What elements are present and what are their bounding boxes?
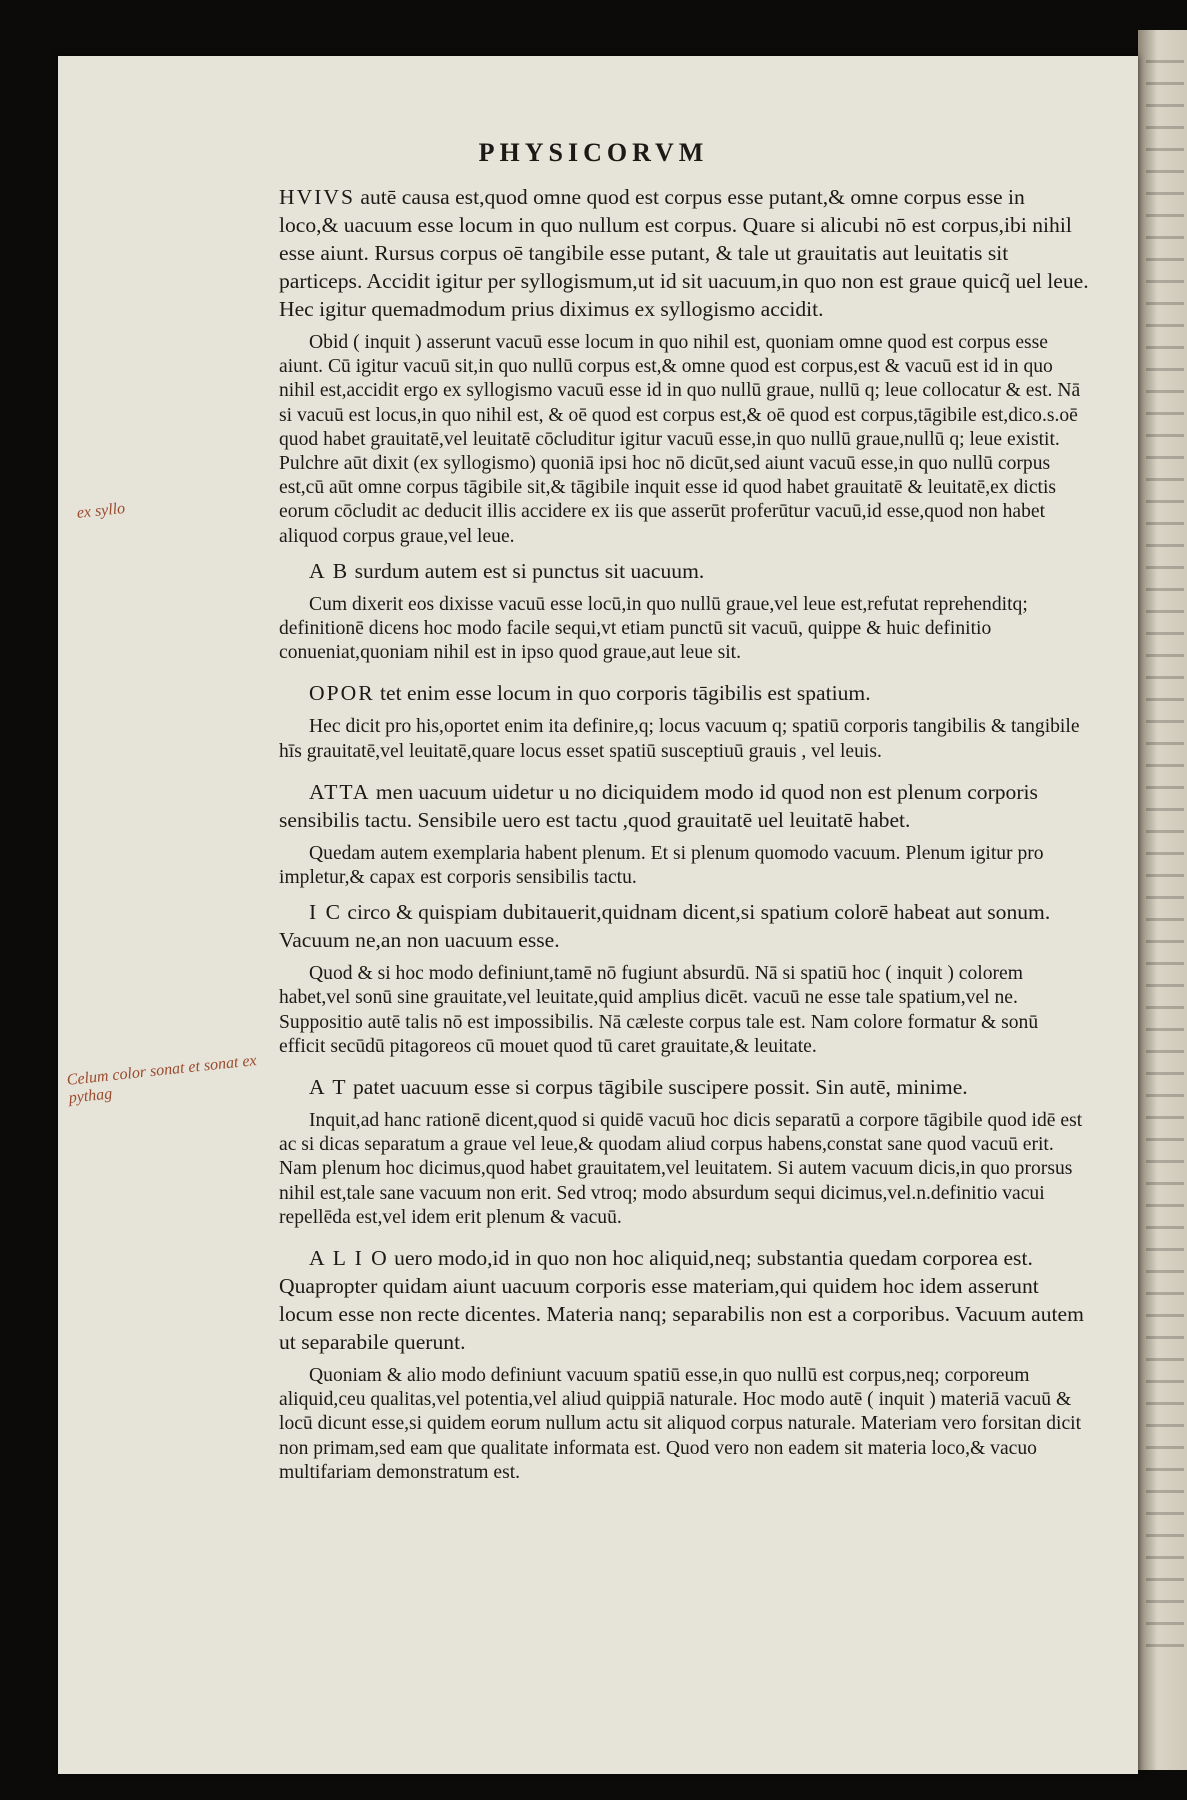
paragraph-initial: ATTA xyxy=(309,779,371,804)
paragraph-initial: I C xyxy=(309,900,342,925)
lemma-paragraph xyxy=(279,778,1089,834)
lemma-paragraph xyxy=(279,679,1089,707)
paragraph-initial: A B xyxy=(309,558,350,583)
paragraph-text: Quedam autem exemplaria habent plenum. Et si plenum quomodo vacuum. Plenum igitur pro impletur,& capax est corporis sensibilis tactu. xyxy=(279,842,1044,889)
paragraph-text: Cum dixerit eos dixisse vacuū esse locū,in quo nullū graue,vel leue est,refutat reprehenditq; definitionē dicens hoc modo facile sequi,vt etiam punctū sit vacuū, quippe & huic definitio conueniat,quoniam nihil est in ipso quod graue,aut leue sit. xyxy=(279,593,1028,664)
paragraph-text: surdum autem est si punctus sit uacuum. xyxy=(349,558,705,583)
paragraph-text: tet enim esse locum in quo corporis tāgibilis est spatium. xyxy=(374,681,871,706)
paragraph-text: men uacuum uidetur u no diciquidem modo id quod non est plenum corporis sensibilis tactu. Sensibile uero est tactu ,quod grauitatē uel leuitatē habet. xyxy=(279,779,1038,832)
running-head: PHYSICORVM xyxy=(478,138,709,167)
paragraph-text: patet uacuum esse si corpus tāgibile suscipere possit. Sin autē, minime. xyxy=(347,1075,968,1100)
lemma-paragraph xyxy=(279,183,1089,323)
paragraph-text: Quoniam & alio modo definiunt vacuum spatiū esse,in quo nullū est corpus,neq; corporeum aliquid,ceu qualitas,vel potentia,vel aliud quippiā naturale. Hoc modo autē ( inquit ) materiā vacuū & locū dicunt esse,si quidem eorum nullum actu sit aliquod corpus naturale. Materiam vero forsitan dicit non primam,sed eam que qualitate informata est. Quod vero non eadem sit materia loco,& vacuo multifariam demonstratum est. xyxy=(279,1365,1082,1483)
lemma-paragraph xyxy=(279,898,1089,954)
commentary-paragraph xyxy=(279,842,1089,890)
paragraph-text: Hec dicit pro his,oportet enim ita definire,q; locus vacuum q; spatiū corporis tangibilis & tangibile hīs grauitatē,vel leuitatē,quare locus esset spatiū susceptiuū grauis , vel leuis. xyxy=(279,716,1080,762)
marginal-note: Celum color sonat et sonat ex pythag xyxy=(66,1052,258,1107)
paragraph-text: Inquit,ad hanc rationē dicent,quod si quidē vacuū hoc dicis separatū a corpore tāgibile quod idē est ac si dicas separatum a graue vel leue,& quodam aliud corpus habens,constat sane quod vacuū erit. Nam plenum hoc dicimus,quod habet grauitatem,vel leuitatem. Si autem vacuum dicis,in quo prorsus nihil est,tale sane vacuum non erit. Sed vtroq; modo absurdum sequi dicimus,vel.n.definitio vacui repellēda est,vel idem erit plenum & vacuū. xyxy=(279,1110,1083,1228)
paragraph-text: autē causa est,quod omne quod est corpus esse putant,& omne corpus esse in loco,& uacuum esse locum in quo nullum est corpus. Quare si alicubi nō est corpus,ibi nihil esse aiunt. Rursus corpus oē tangibile esse putant, & tale ut grauitatis aut leuitatis sit particeps. Accidit igitur per syllogismum,ut id sit uacuum,in quo non est graue quicq̃ uel leue. Hec igitur quemadmodum prius diximus ex syllogismo accidit. xyxy=(279,185,1089,321)
paragraph-text: Obid ( inquit ) asserunt vacuū esse locum in quo nihil est, quoniam omne quod est corpus esse aiunt. Cū igitur vacuū sit,in quo nullū corpus est,& omne quod est corpus,est & vacuū est id in quo nihil est,accidit ergo ex syllogismo vacuū esse id in quo nullū graue, nullū q; leue collocatur & est. Nā si vacuū est locus,in quo nihil est, & oē quod est corpus est,& oē quod est corpus,tāgibile est,dico.s.oē quod habet grauitatē,vel leuitatē cōcluditur igitur vacuū esse,in quo nullū graue,nullū q; leue existit. Pulchre aūt dixit (ex syllogismo) quoniā ipsi hoc nō dicūt,sed aiunt vacuū esse,in quo nullū corpus est,cū aūt omne corpus tāgibile sit,& tāgibile inquit esse id quod habet grauitatē & leuitatē,ex dictis eorum cōcludit ac deducit illis accidere ex iis que asserūt proferūtur vacuū,id esse,quod non habet aliquod corpus graue,vel leue. xyxy=(279,332,1081,547)
paragraph-initial: HVIVS xyxy=(279,185,355,209)
facing-page-text-bleed xyxy=(1146,60,1184,1660)
paragraph-text: circo & quispiam dubitauerit,quidnam dicent,si spatium colorē habeat aut sonum. Vacuum ne,an non uacuum esse. xyxy=(279,900,1051,953)
commentary-paragraph xyxy=(279,1109,1089,1230)
paragraph-initial: OPOR xyxy=(309,681,375,706)
main-text xyxy=(279,183,1089,1493)
paragraph-initial: A T xyxy=(309,1075,348,1100)
commentary-paragraph xyxy=(279,962,1089,1059)
commentary-paragraph xyxy=(279,715,1089,763)
marginal-note: ex syllo xyxy=(76,499,126,522)
paragraph-text: Quod & si hoc modo definiunt,tamē nō fugiunt absurdū. Nā si spatiū hoc ( inquit ) colorem habet,vel sonū sine grauitate,vel leuitate,quid amplius dicēt. vacuū ne esse tale spatium,vel ne. Suppositio autē talis nō est impossibilis. Nā cæleste corpus tale est. Nam colore formatur & sonū efficit secūdū pitagoreos cū mouet quod tū caret grauitate,& leuitate. xyxy=(279,963,1039,1057)
lemma-paragraph xyxy=(279,557,1089,585)
commentary-paragraph xyxy=(279,593,1089,666)
commentary-paragraph xyxy=(279,1364,1089,1485)
lemma-paragraph xyxy=(279,1073,1089,1101)
lemma-paragraph xyxy=(279,1244,1089,1356)
commentary-paragraph xyxy=(279,331,1089,549)
paragraph-initial: A L I O xyxy=(309,1246,389,1271)
paragraph-text: uero modo,id in quo non hoc aliquid,neq; substantia quedam corporea est. Quapropter quidam aiunt uacuum corporis esse materiam,qui quidem hoc idem asserunt locum esse non recte dicentes. Materia nanq; separabilis non est a corporibus. Vacuum autem ut separabile querunt. xyxy=(279,1246,1084,1355)
